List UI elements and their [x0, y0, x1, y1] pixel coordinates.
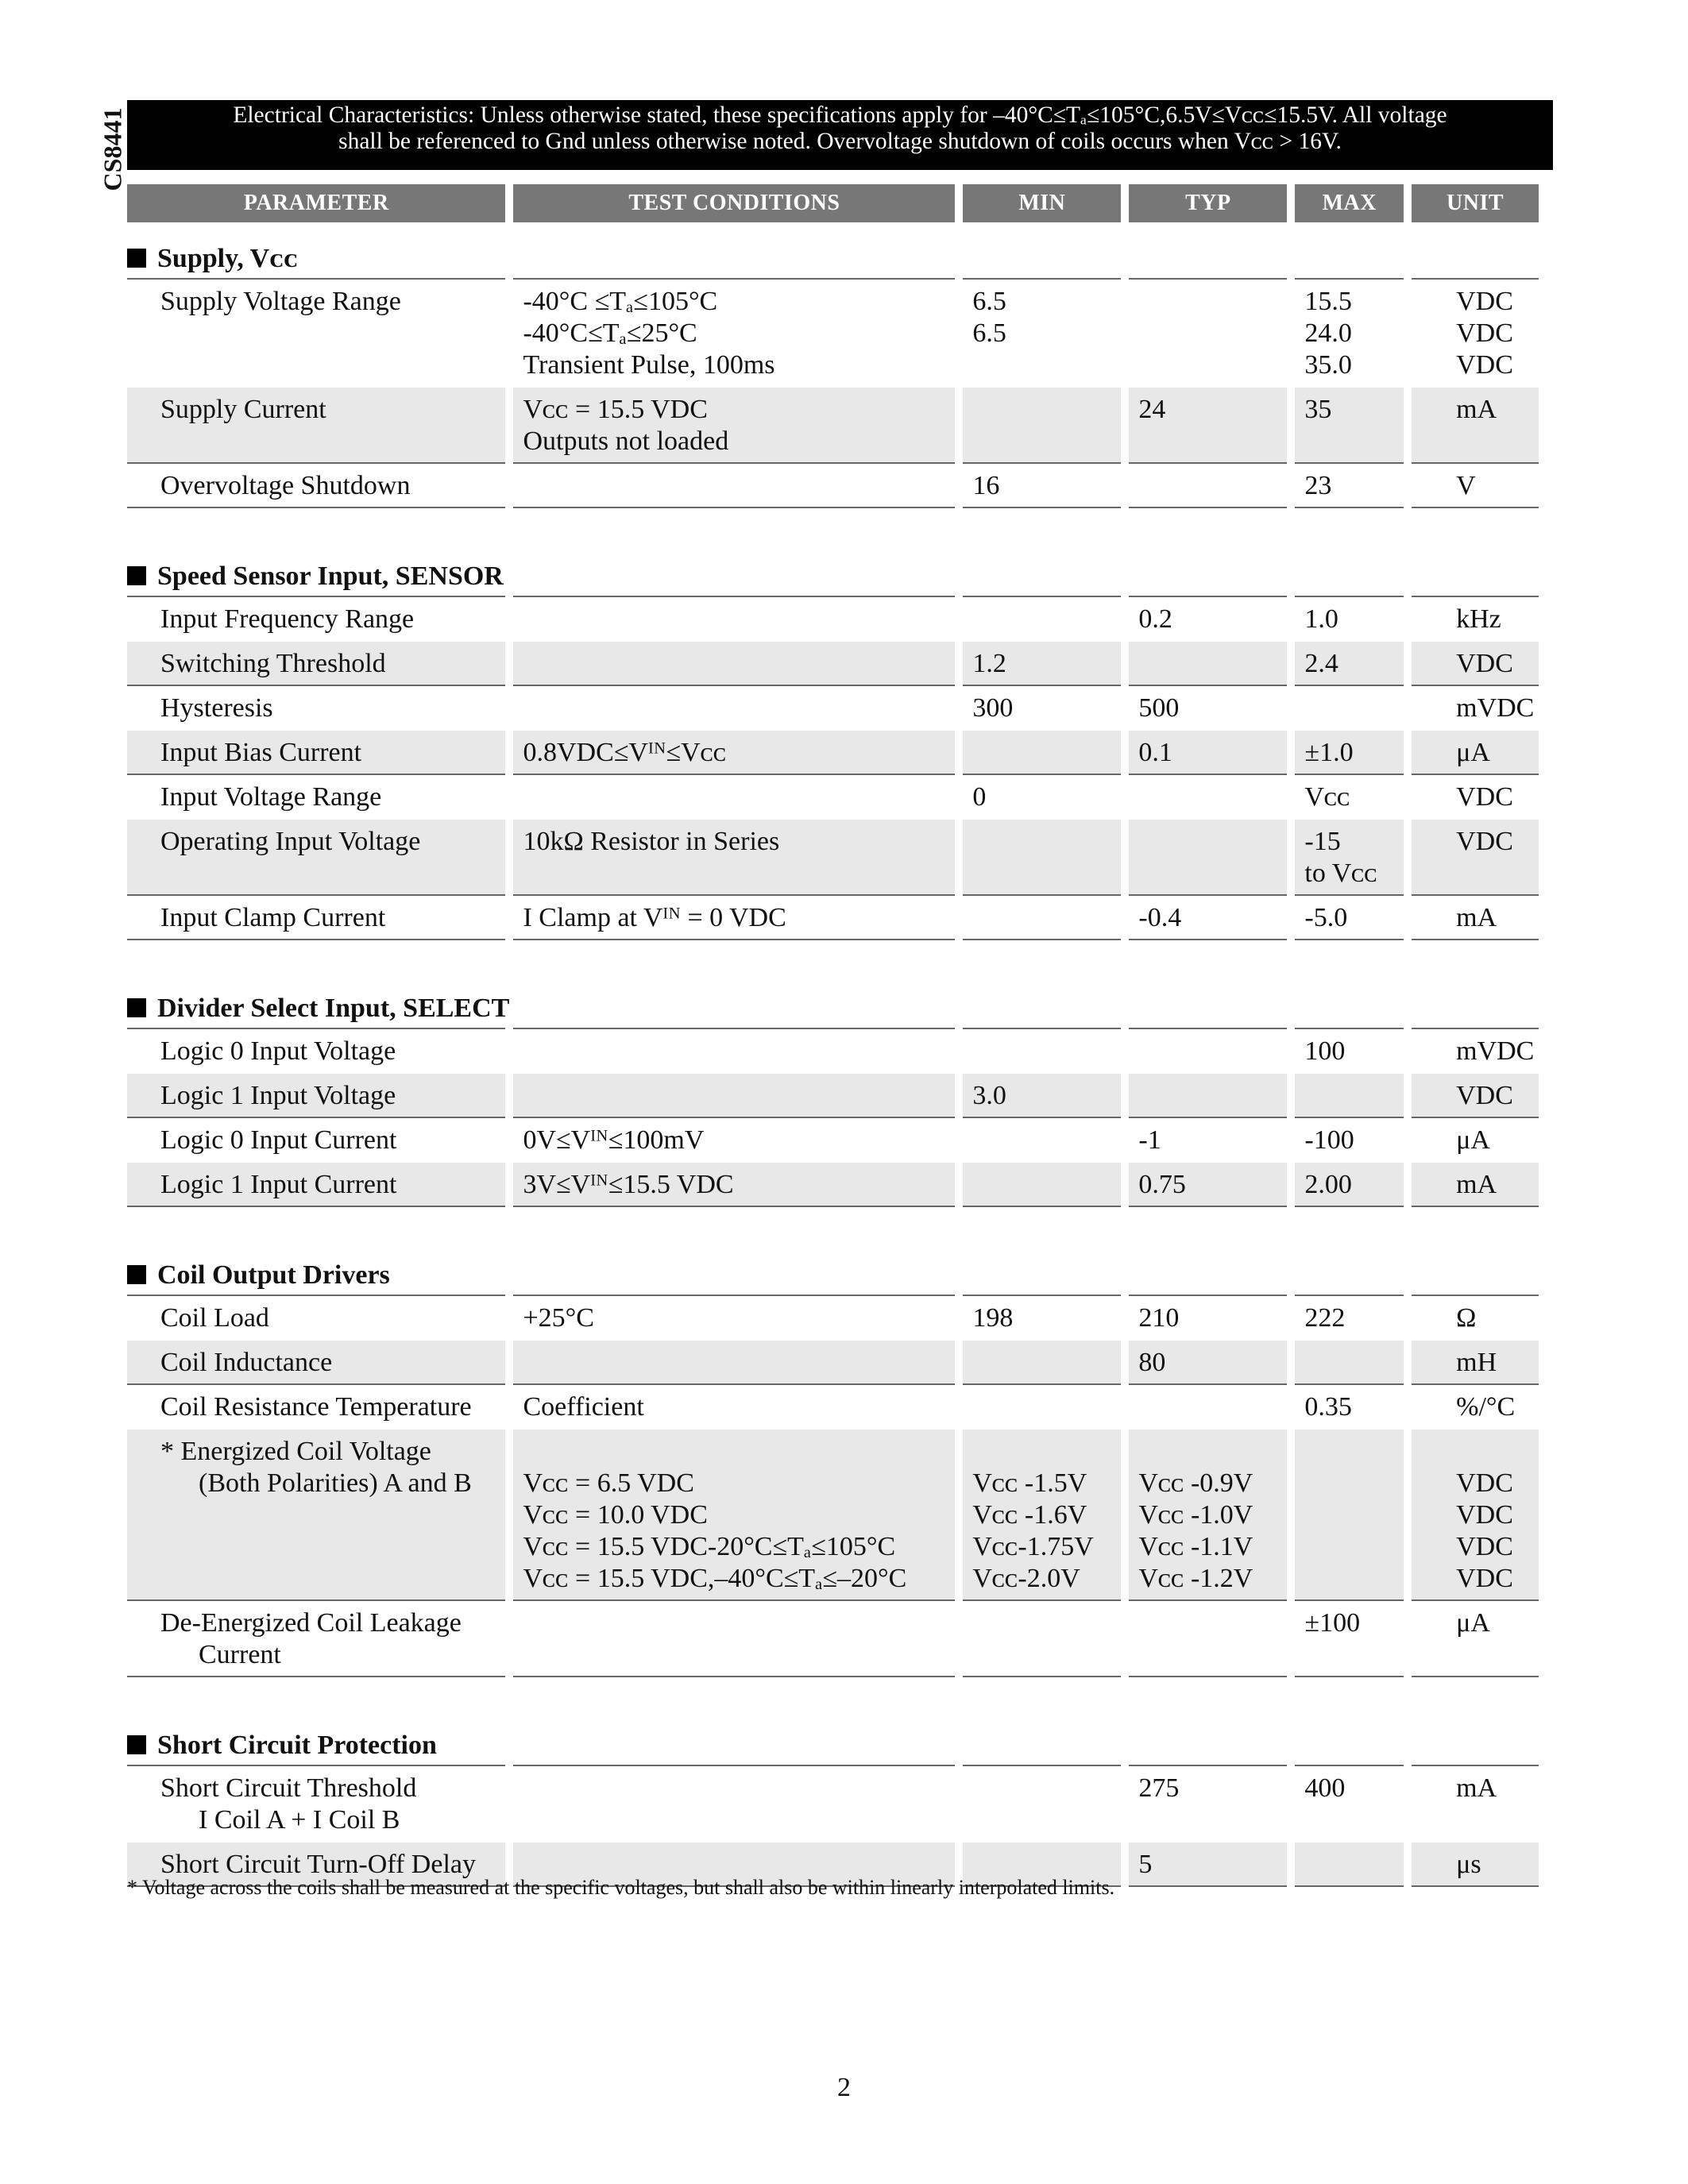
parameter-name: De-Energized Coil Leakage [160, 1608, 462, 1638]
parameter-name: Overvoltage Shutdown [160, 471, 411, 500]
test-condition-cell: 3V≤Vᴵᴺ≤15.5 VDC [513, 1161, 955, 1207]
parameter-cell [127, 1765, 505, 1841]
part-number-side-label [97, 102, 129, 197]
unit-cell: μA [1412, 1599, 1539, 1677]
min-cell [963, 818, 1121, 894]
typ-cell: 0.1 [1129, 729, 1287, 774]
min-cell: 0 [963, 774, 1121, 818]
max-cell: 0.35 [1295, 1383, 1404, 1428]
table-row [127, 729, 1539, 774]
header-parameter: PARAMETER [127, 184, 505, 222]
typ-cell [1129, 640, 1287, 685]
table-row [127, 1117, 1539, 1161]
unit-cell: μs [1412, 1841, 1539, 1887]
test-condition-cell [513, 685, 955, 729]
min-cell [963, 1339, 1121, 1383]
section-title: Divider Select Input, SELECT [157, 994, 510, 1023]
test-condition-cell: Coefficient [513, 1383, 955, 1428]
parameter-name: Supply Voltage Range [160, 287, 401, 316]
max-cell: -15 to Vᴄᴄ [1295, 818, 1404, 894]
parameter-cell [127, 774, 505, 818]
unit-cell: VDC [1412, 640, 1539, 685]
typ-cell: -1 [1129, 1117, 1287, 1161]
section-header [127, 1239, 1539, 1295]
table-row [127, 640, 1539, 685]
parameter-cell [127, 1161, 505, 1207]
section-title: Speed Sensor Input, SENSOR [157, 561, 504, 591]
max-cell: 400 [1295, 1765, 1404, 1841]
table-row [127, 462, 1539, 508]
unit-cell: mA [1412, 1161, 1539, 1207]
max-cell: ±1.0 [1295, 729, 1404, 774]
typ-cell [1129, 1383, 1287, 1428]
parameter-name-continued: I Coil A + I Coil B [199, 1805, 400, 1835]
banner-line-1: Electrical Characteristics: Unless otherwise stated, these specifications apply for –40°C≤Tₐ≤105°C,6.5V≤Vᴄᴄ≤15.5V. All voltage [233, 102, 1447, 128]
conditions-banner [127, 100, 1553, 170]
max-cell: 222 [1295, 1295, 1404, 1339]
unit-cell: VDC VDC VDC VDC [1412, 1428, 1539, 1599]
table-header-row [127, 184, 1539, 222]
test-condition-cell [513, 774, 955, 818]
typ-cell [1129, 1599, 1287, 1677]
unit-cell: mVDC [1412, 1028, 1539, 1072]
typ-cell [1129, 462, 1287, 508]
unit-cell: VDC [1412, 1072, 1539, 1117]
table-row [127, 685, 1539, 729]
parameter-name: Coil Load [160, 1303, 269, 1333]
parameter-name: Short Circuit Turn-Off Delay [160, 1850, 476, 1879]
header-typ: TYP [1129, 184, 1287, 222]
unit-cell: %/°C [1412, 1383, 1539, 1428]
section-header [127, 1709, 1539, 1765]
table-row [127, 1339, 1539, 1383]
max-cell: 100 [1295, 1028, 1404, 1072]
parameter-name: Supply Current [160, 395, 326, 424]
header-max: MAX [1295, 184, 1404, 222]
test-condition-cell [513, 1028, 955, 1072]
min-cell: 6.5 6.5 [963, 278, 1121, 386]
typ-cell: 0.2 [1129, 596, 1287, 640]
max-cell: Vᴄᴄ [1295, 774, 1404, 818]
parameter-cell [127, 1339, 505, 1383]
test-condition-cell [513, 596, 955, 640]
test-condition-cell: Vᴄᴄ = 15.5 VDC Outputs not loaded [513, 386, 955, 462]
parameter-cell [127, 386, 505, 462]
unit-cell: mVDC [1412, 685, 1539, 729]
parameter-cell [127, 462, 505, 508]
parameter-name: Coil Inductance [160, 1348, 333, 1377]
parameter-name-continued: Current [199, 1640, 281, 1669]
parameter-name: Coil Resistance Temperature [160, 1392, 472, 1422]
min-cell: 198 [963, 1295, 1121, 1339]
typ-cell: 500 [1129, 685, 1287, 729]
min-cell [963, 894, 1121, 940]
table-row [127, 1295, 1539, 1339]
test-condition-cell [513, 1339, 955, 1383]
parameter-name-continued: (Both Polarities) A and B [199, 1468, 472, 1498]
unit-cell: Ω [1412, 1295, 1539, 1339]
test-condition-cell: 0.8VDC≤Vᴵᴺ≤Vᴄᴄ [513, 729, 955, 774]
table-row [127, 1383, 1539, 1428]
min-cell: 3.0 [963, 1072, 1121, 1117]
parameter-name: * Energized Coil Voltage [160, 1437, 431, 1466]
test-condition-cell [513, 1599, 955, 1677]
max-cell: 23 [1295, 462, 1404, 508]
table-row [127, 1428, 1539, 1599]
section-bullet-icon [127, 1735, 146, 1754]
section-bullet-icon [127, 998, 146, 1017]
table-row [127, 1028, 1539, 1072]
typ-cell [1129, 774, 1287, 818]
typ-cell [1129, 1028, 1287, 1072]
parameter-cell [127, 640, 505, 685]
max-cell [1295, 685, 1404, 729]
parameter-cell [127, 1383, 505, 1428]
test-condition-cell: -40°C ≤Tₐ≤105°C -40°C≤Tₐ≤25°C Transient Pulse, 100ms [513, 278, 955, 386]
min-cell [963, 596, 1121, 640]
table-row [127, 1161, 1539, 1207]
unit-cell: VDC [1412, 818, 1539, 894]
test-condition-cell: I Clamp at Vᴵᴺ = 0 VDC [513, 894, 955, 940]
parameter-cell [127, 1295, 505, 1339]
test-condition-cell: 10kΩ Resistor in Series [513, 818, 955, 894]
part-number: CS8441 [98, 107, 127, 191]
header-unit: UNIT [1412, 184, 1539, 222]
parameter-cell [127, 1028, 505, 1072]
section-header [127, 222, 1539, 278]
max-cell: 1.0 [1295, 596, 1404, 640]
page-number: 2 [837, 2073, 851, 2102]
typ-cell: -0.4 [1129, 894, 1287, 940]
parameter-name: Operating Input Voltage [160, 827, 421, 856]
table-body [127, 222, 1539, 1919]
typ-cell [1129, 1072, 1287, 1117]
unit-cell: mA [1412, 386, 1539, 462]
section-bullet-icon [127, 1265, 146, 1284]
typ-cell: 5 [1129, 1841, 1287, 1887]
test-condition-cell: Vᴄᴄ = 6.5 VDC Vᴄᴄ = 10.0 VDC Vᴄᴄ = 15.5 VDC-20°C≤Tₐ≤105°C Vᴄᴄ = 15.5 VDC,–40°C≤Tₐ≤–20°C [513, 1428, 955, 1599]
typ-cell: 0.75 [1129, 1161, 1287, 1207]
min-cell [963, 1028, 1121, 1072]
table-row [127, 1765, 1539, 1841]
test-condition-cell: 0V≤Vᴵᴺ≤100mV [513, 1117, 955, 1161]
section-bullet-icon [127, 249, 146, 268]
parameter-cell [127, 1599, 505, 1677]
parameter-name: Switching Threshold [160, 649, 386, 678]
max-cell: 35 [1295, 386, 1404, 462]
parameter-name: Input Bias Current [160, 738, 362, 767]
unit-cell: V [1412, 462, 1539, 508]
section-bullet-icon [127, 566, 146, 585]
unit-cell: μA [1412, 1117, 1539, 1161]
table-row [127, 1599, 1539, 1677]
table-row [127, 894, 1539, 940]
typ-cell: 24 [1129, 386, 1287, 462]
test-condition-cell: +25°C [513, 1295, 955, 1339]
parameter-cell [127, 894, 505, 940]
table-row [127, 818, 1539, 894]
section-title: Short Circuit Protection [157, 1731, 437, 1760]
header-test-conditions: TEST CONDITIONS [513, 184, 955, 222]
typ-cell [1129, 818, 1287, 894]
unit-cell: kHz [1412, 596, 1539, 640]
max-cell: 2.4 [1295, 640, 1404, 685]
section-title: Supply, Vᴄᴄ [157, 244, 298, 273]
min-cell [963, 729, 1121, 774]
parameter-cell [127, 596, 505, 640]
parameter-cell [127, 278, 505, 386]
parameter-name: Logic 0 Input Voltage [160, 1036, 396, 1066]
parameter-name: Input Voltage Range [160, 782, 382, 812]
typ-cell: 275 [1129, 1765, 1287, 1841]
min-cell: 300 [963, 685, 1121, 729]
parameter-name: Hysteresis [160, 693, 273, 723]
section-title: Coil Output Drivers [157, 1260, 390, 1290]
table-row [127, 596, 1539, 640]
max-cell [1295, 1841, 1404, 1887]
typ-cell: 210 [1129, 1295, 1287, 1339]
parameter-name: Logic 1 Input Current [160, 1170, 397, 1199]
parameter-name: Input Frequency Range [160, 604, 415, 634]
electrical-characteristics-table [119, 184, 1547, 1919]
section-header [127, 972, 1539, 1028]
test-condition-cell [513, 1072, 955, 1117]
unit-cell: mA [1412, 894, 1539, 940]
min-cell [963, 1599, 1121, 1677]
parameter-cell [127, 1072, 505, 1117]
unit-cell: VDC VDC VDC [1412, 278, 1539, 386]
table-row [127, 386, 1539, 462]
parameter-cell [127, 818, 505, 894]
max-cell: -100 [1295, 1117, 1404, 1161]
test-condition-cell [513, 462, 955, 508]
min-cell [963, 1161, 1121, 1207]
banner-line-2: shall be referenced to Gnd unless otherwise noted. Overvoltage shutdown of coils occurs when Vᴄᴄ > 16V. [338, 129, 1342, 154]
typ-cell [1129, 278, 1287, 386]
unit-cell: VDC [1412, 774, 1539, 818]
typ-cell: 80 [1129, 1339, 1287, 1383]
parameter-name: Input Clamp Current [160, 903, 386, 932]
min-cell [963, 1117, 1121, 1161]
header-min: MIN [963, 184, 1121, 222]
min-cell [963, 1765, 1121, 1841]
max-cell: ±100 [1295, 1599, 1404, 1677]
unit-cell: μA [1412, 729, 1539, 774]
max-cell: -5.0 [1295, 894, 1404, 940]
min-cell [963, 1383, 1121, 1428]
typ-cell: Vᴄᴄ -0.9V Vᴄᴄ -1.0V Vᴄᴄ -1.1V Vᴄᴄ -1.2V [1129, 1428, 1287, 1599]
table-row [127, 1072, 1539, 1117]
test-condition-cell [513, 1765, 955, 1841]
unit-cell: mA [1412, 1765, 1539, 1841]
parameter-name: Logic 1 Input Voltage [160, 1081, 396, 1110]
parameter-name: Short Circuit Threshold [160, 1773, 417, 1803]
min-cell [963, 386, 1121, 462]
unit-cell: mH [1412, 1339, 1539, 1383]
min-cell: 16 [963, 462, 1121, 508]
parameter-name: Logic 0 Input Current [160, 1125, 397, 1155]
max-cell [1295, 1072, 1404, 1117]
min-cell: 1.2 [963, 640, 1121, 685]
parameter-cell [127, 729, 505, 774]
max-cell [1295, 1339, 1404, 1383]
footnote: * Voltage across the coils shall be measured at the specific voltages, but shall also be within linearly interpolated limits. [127, 1876, 1115, 1899]
table-row [127, 774, 1539, 818]
max-cell [1295, 1428, 1404, 1599]
max-cell: 15.5 24.0 35.0 [1295, 278, 1404, 386]
parameter-cell [127, 685, 505, 729]
max-cell: 2.00 [1295, 1161, 1404, 1207]
min-cell: Vᴄᴄ -1.5V Vᴄᴄ -1.6V Vᴄᴄ-1.75V Vᴄᴄ-2.0V [963, 1428, 1121, 1599]
table-row [127, 278, 1539, 386]
section-header [127, 540, 1539, 596]
parameter-cell [127, 1428, 505, 1599]
test-condition-cell [513, 640, 955, 685]
parameter-cell [127, 1117, 505, 1161]
